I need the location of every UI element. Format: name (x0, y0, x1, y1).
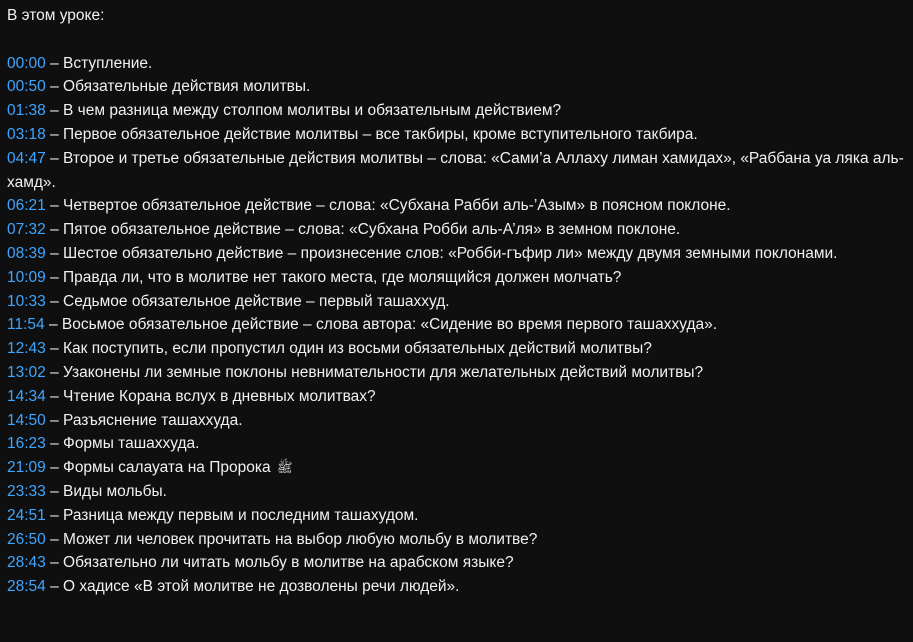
chapter-item (7, 194, 907, 218)
chapter-separator: – (45, 197, 64, 215)
chapter-timestamp-link[interactable]: 01:38 (7, 102, 46, 120)
chapter-title: Пятое обязательное действие – слова: «Субхана Робби аль-А’ля» в земном поклоне. (63, 221, 681, 239)
chapter-separator: – (45, 78, 64, 96)
chapter-timestamp-link[interactable]: 03:18 (7, 125, 46, 143)
chapter-item (7, 123, 907, 147)
chapter-separator: – (45, 149, 64, 167)
chapter-timestamp-link[interactable]: 13:02 (7, 363, 46, 381)
chapter-item (7, 361, 907, 385)
chapter-timestamp-link[interactable]: 08:39 (7, 244, 46, 262)
chapter-item (7, 242, 907, 266)
chapter-separator: – (45, 244, 64, 262)
chapter-title: Восьмое обязательное действие – слова автора: «Сидение во время первого ташаххуда». (61, 316, 718, 334)
chapter-title: Обязательные действия молитвы. (63, 78, 311, 96)
chapter-timestamp-link[interactable]: 12:43 (7, 340, 46, 358)
chapter-timestamp-link[interactable]: 10:09 (7, 268, 46, 286)
chapter-title: Чтение Корана вслух в дневных молитвах? (63, 387, 376, 405)
chapter-separator: – (45, 268, 64, 286)
chapter-timestamp-link[interactable]: 28:54 (7, 578, 46, 596)
chapter-title: Шестое обязательно действие – произнесение слов: «Робби-гъфир ли» между двумя земными поклонами. (63, 244, 838, 262)
chapter-title: Формы ташаххуда. (63, 435, 200, 453)
chapter-separator: – (44, 316, 62, 334)
chapter-title: В чем разница между столпом молитвы и обязательным действием? (63, 102, 562, 120)
chapter-separator: – (45, 482, 64, 500)
description-heading: В этом уроке: (7, 7, 105, 24)
chapter-timestamp-link[interactable]: 26:50 (7, 530, 46, 548)
chapter-timestamp-link[interactable]: 14:50 (7, 411, 46, 429)
chapter-title: Вступление. (63, 54, 153, 72)
chapter-separator: – (45, 530, 64, 548)
honorific-glyph: ﷺ (276, 460, 293, 476)
chapter-item (7, 99, 907, 123)
chapter-timestamp-link[interactable]: 11:54 (7, 316, 45, 334)
blank-line (7, 28, 907, 52)
chapter-timestamp-link[interactable]: 10:33 (7, 292, 46, 310)
chapter-item (7, 432, 907, 456)
chapter-item (7, 456, 907, 480)
chapter-item (7, 266, 907, 290)
chapter-title: Второе и третье обязательные действия молитвы – слова: «Сами’а Аллаху лиман хамидах», «Раббана уа ляка аль-хамд». (7, 149, 904, 191)
video-description (7, 4, 907, 599)
chapter-item (7, 337, 907, 361)
chapter-item (7, 575, 907, 599)
chapter-separator: – (45, 54, 64, 72)
chapter-separator: – (45, 506, 64, 524)
chapter-title: Как поступить, если пропустил один из восьми обязательных действий молитвы? (63, 340, 652, 358)
chapter-item (7, 551, 907, 575)
chapter-item (7, 313, 907, 337)
chapter-timestamp-link[interactable]: 06:21 (7, 197, 46, 215)
chapter-list (7, 52, 907, 599)
chapter-title: Обязательно ли читать мольбу в молитве на арабском языке? (63, 554, 514, 572)
chapter-timestamp-link[interactable]: 00:00 (7, 54, 46, 72)
chapter-title: Разъяснение ташаххуда. (63, 411, 243, 429)
chapter-timestamp-link[interactable]: 24:51 (7, 506, 46, 524)
chapter-item (7, 409, 907, 433)
chapter-title: Первое обязательное действие молитвы – все такбиры, кроме вступительного такбира. (63, 125, 698, 143)
chapter-item (7, 147, 907, 195)
chapter-separator: – (45, 102, 64, 120)
chapter-title: Разница между первым и последним ташахудом. (63, 506, 419, 524)
chapter-title: Узаконены ли земные поклоны невнимательности для желательных действий молитвы? (63, 363, 704, 381)
chapter-item (7, 290, 907, 314)
chapter-separator: – (45, 387, 64, 405)
chapter-title: Правда ли, что в молитве нет такого места, где молящийся должен молчать? (63, 268, 622, 286)
chapter-item (7, 480, 907, 504)
chapter-title: Формы салауата на Пророка (63, 459, 271, 477)
chapter-timestamp-link[interactable]: 28:43 (7, 554, 46, 572)
chapter-timestamp-link[interactable]: 23:33 (7, 482, 46, 500)
chapter-timestamp-link[interactable]: 16:23 (7, 435, 46, 453)
chapter-item (7, 504, 907, 528)
chapter-separator: – (45, 363, 64, 381)
chapter-timestamp-link[interactable]: 00:50 (7, 78, 46, 96)
chapter-separator: – (45, 125, 64, 143)
chapter-item (7, 75, 907, 99)
chapter-title: Седьмое обязательное действие – первый ташаххуд. (63, 292, 450, 310)
chapter-separator: – (45, 435, 64, 453)
chapter-item (7, 385, 907, 409)
chapter-separator: – (45, 411, 64, 429)
chapter-separator: – (45, 554, 64, 572)
chapter-title: О хадисе «В этой молитве не дозволены речи людей». (63, 578, 460, 596)
chapter-separator: – (45, 578, 64, 596)
chapter-item (7, 528, 907, 552)
chapter-timestamp-link[interactable]: 14:34 (7, 387, 46, 405)
chapter-title: Виды мольбы. (63, 482, 167, 500)
chapter-separator: – (45, 221, 64, 239)
chapter-item (7, 52, 907, 76)
chapter-timestamp-link[interactable]: 07:32 (7, 221, 46, 239)
chapter-title: Может ли человек прочитать на выбор любую мольбу в молитве? (63, 530, 538, 548)
chapter-item (7, 218, 907, 242)
chapter-separator: – (45, 459, 64, 477)
chapter-separator: – (45, 292, 64, 310)
chapter-timestamp-link[interactable]: 04:47 (7, 149, 46, 167)
chapter-separator: – (45, 340, 64, 358)
chapter-title: Четвертое обязательное действие – слова: «Субхана Рабби аль-’Азым» в поясном поклоне. (63, 197, 731, 215)
chapter-timestamp-link[interactable]: 21:09 (7, 459, 46, 477)
